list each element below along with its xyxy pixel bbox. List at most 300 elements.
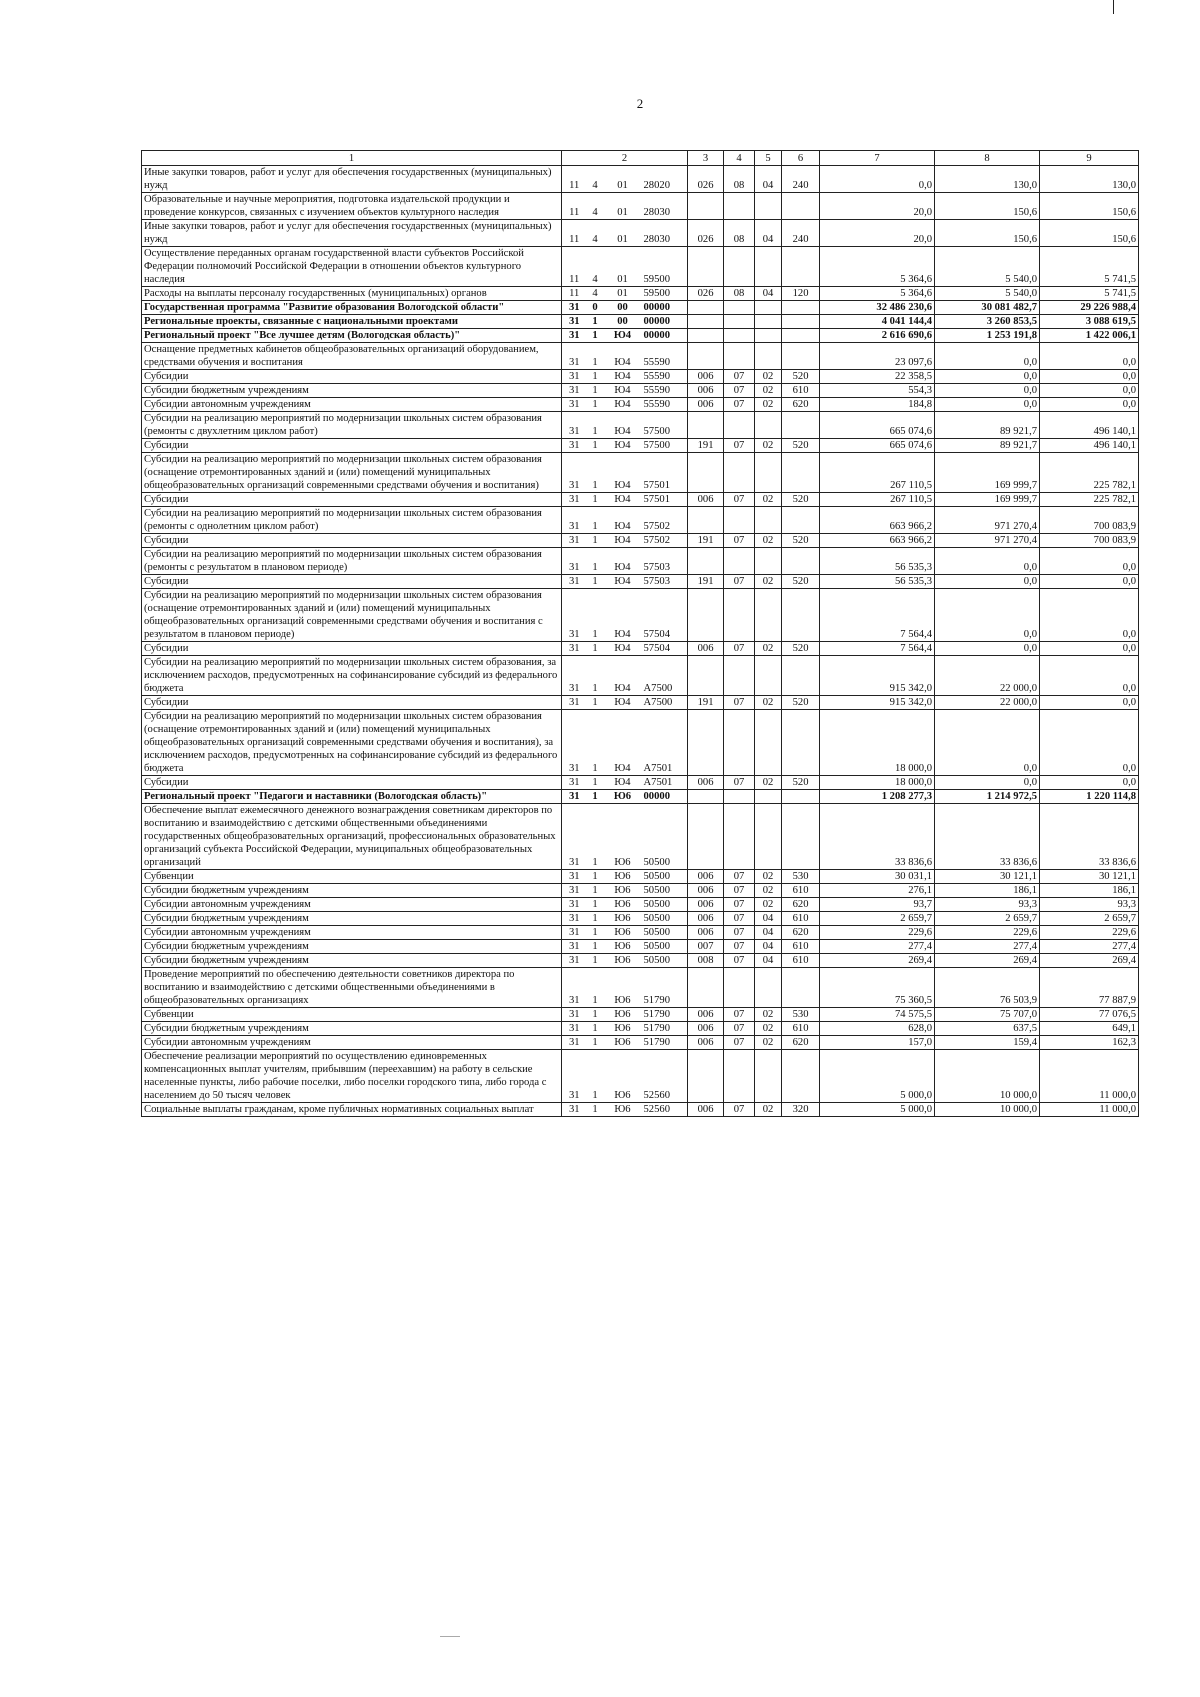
row-description: Осуществление переданных органам государственной власти субъектов Российской Федерации полномочий Российской Федерации в отношении объектов культурного наследия [142,247,562,287]
amount-year-1: 663 966,2 [820,534,935,548]
row-description: Образовательные и научные мероприятия, подготовка издательской продукции и проведение конкурсов, связанных с изучением объектов культурного наследия [142,193,562,220]
section-code: 08 [724,220,755,247]
section-code: 07 [724,898,755,912]
budget-table [141,150,1139,1117]
amount-year-3: 496 140,1 [1040,412,1139,439]
amount-year-1: 74 575,5 [820,1008,935,1022]
amount-year-1: 0,0 [820,166,935,193]
dept-code [688,247,724,287]
row-description: Субсидии на реализацию мероприятий по модернизации школьных систем образования (оснащение отремонтированных зданий и (или) помещений муниципальных общеобразовательных организаций современными средствами обучения и воспитания) [142,453,562,493]
row-description: Социальные выплаты гражданам, кроме публичных нормативных социальных выплат [142,1103,562,1117]
table-row [142,940,1139,954]
code-program: 31 [562,710,587,776]
dept-code [688,453,724,493]
code-subprogram: 1 [587,329,604,343]
dept-code [688,548,724,575]
amount-year-3: 77 076,5 [1040,1008,1139,1022]
table-row [142,493,1139,507]
dept-code: 026 [688,287,724,301]
code-program: 31 [562,398,587,412]
table-row [142,790,1139,804]
code-direction: 59500 [642,287,688,301]
code-subprogram: 1 [587,790,604,804]
code-program: 31 [562,301,587,315]
code-program: 11 [562,287,587,301]
amount-year-2: 150,6 [935,220,1040,247]
amount-year-1: 75 360,5 [820,968,935,1008]
code-program: 11 [562,166,587,193]
expense-type-code [782,193,820,220]
section-code: 08 [724,166,755,193]
table-row [142,247,1139,287]
scan-edge-mark [1113,0,1114,14]
code-direction: 28030 [642,193,688,220]
subsection-code: 02 [755,534,782,548]
table-row [142,412,1139,439]
subsection-code: 02 [755,1103,782,1117]
expense-type-code [782,968,820,1008]
code-subprogram: 1 [587,884,604,898]
expense-type-code [782,329,820,343]
subsection-code: 02 [755,642,782,656]
amount-year-1: 23 097,6 [820,343,935,370]
section-code: 07 [724,1103,755,1117]
code-direction: 55590 [642,343,688,370]
subsection-code: 04 [755,940,782,954]
amount-year-2: 0,0 [935,710,1040,776]
code-subprogram: 4 [587,247,604,287]
subsection-code [755,343,782,370]
dept-code: 191 [688,439,724,453]
amount-year-3: 0,0 [1040,548,1139,575]
code-subprogram: 1 [587,534,604,548]
code-program: 31 [562,412,587,439]
section-code [724,247,755,287]
code-direction: 57503 [642,575,688,589]
code-project: 01 [604,220,642,247]
subsection-code: 02 [755,384,782,398]
row-description: Обеспечение реализации мероприятий по осуществлению единовременных компенсационных выплат учителям, прибывшим (переехавшим) на работу в сельские населенные пункты, либо рабочие поселки, либо поселки городского типа, либо города с населением до 50 тысяч человек [142,1050,562,1103]
amount-year-3: 0,0 [1040,642,1139,656]
subsection-code [755,790,782,804]
amount-year-2: 971 270,4 [935,534,1040,548]
subsection-code [755,247,782,287]
amount-year-2: 30 081 482,7 [935,301,1040,315]
subsection-code [755,301,782,315]
code-program: 31 [562,384,587,398]
amount-year-2: 30 121,1 [935,870,1040,884]
expense-type-code: 240 [782,220,820,247]
expense-type-code: 610 [782,384,820,398]
code-program: 31 [562,884,587,898]
amount-year-3: 150,6 [1040,193,1139,220]
code-direction: 57500 [642,439,688,453]
code-direction: 59500 [642,247,688,287]
code-direction: 52560 [642,1050,688,1103]
code-project: Ю4 [604,329,642,343]
code-direction: 50500 [642,898,688,912]
table-row [142,589,1139,642]
amount-year-2: 0,0 [935,548,1040,575]
expense-type-code: 530 [782,1008,820,1022]
amount-year-2: 0,0 [935,589,1040,642]
section-code: 07 [724,940,755,954]
code-subprogram: 1 [587,575,604,589]
section-code [724,804,755,870]
amount-year-2: 130,0 [935,166,1040,193]
dept-code [688,412,724,439]
table-row [142,329,1139,343]
table-row [142,1022,1139,1036]
amount-year-1: 915 342,0 [820,656,935,696]
table-row [142,954,1139,968]
row-description: Региональные проекты, связанные с национальными проектами [142,315,562,329]
code-subprogram: 1 [587,439,604,453]
section-code: 07 [724,912,755,926]
amount-year-3: 0,0 [1040,776,1139,790]
amount-year-1: 7 564,4 [820,642,935,656]
code-direction: 50500 [642,912,688,926]
code-direction: 57501 [642,453,688,493]
amount-year-3: 3 088 619,5 [1040,315,1139,329]
amount-year-3: 0,0 [1040,343,1139,370]
amount-year-2: 1 253 191,8 [935,329,1040,343]
row-description: Субсидии бюджетным учреждениям [142,940,562,954]
code-project: Ю4 [604,439,642,453]
table-row [142,548,1139,575]
row-description: Субсидии на реализацию мероприятий по модернизации школьных систем образования, за исключением расходов, предусмотренных на софинансирование субсидий из федерального бюджета [142,656,562,696]
table-row [142,656,1139,696]
amount-year-1: 56 535,3 [820,548,935,575]
expense-type-code: 520 [782,493,820,507]
code-project: Ю6 [604,804,642,870]
row-description: Оснащение предметных кабинетов общеобразовательных организаций оборудованием, средствами обучения и воспитания [142,343,562,370]
expense-type-code: 240 [782,166,820,193]
amount-year-3: 269,4 [1040,954,1139,968]
amount-year-2: 89 921,7 [935,439,1040,453]
amount-year-3: 0,0 [1040,696,1139,710]
code-subprogram: 1 [587,1050,604,1103]
subsection-code: 04 [755,912,782,926]
code-project: Ю6 [604,926,642,940]
amount-year-3: 700 083,9 [1040,507,1139,534]
section-code: 07 [724,696,755,710]
code-program: 31 [562,589,587,642]
code-subprogram: 1 [587,507,604,534]
row-description: Субсидии [142,439,562,453]
amount-year-1: 5 364,6 [820,247,935,287]
amount-year-3: 0,0 [1040,710,1139,776]
amount-year-2: 89 921,7 [935,412,1040,439]
amount-year-2: 971 270,4 [935,507,1040,534]
code-project: 00 [604,315,642,329]
amount-year-3: 0,0 [1040,575,1139,589]
amount-year-3: 0,0 [1040,589,1139,642]
amount-year-1: 5 000,0 [820,1050,935,1103]
section-code: 07 [724,1008,755,1022]
amount-year-3: 225 782,1 [1040,493,1139,507]
code-subprogram: 1 [587,968,604,1008]
table-row [142,926,1139,940]
code-direction: 57504 [642,642,688,656]
amount-year-2: 1 214 972,5 [935,790,1040,804]
code-subprogram: 1 [587,493,604,507]
code-subprogram: 1 [587,926,604,940]
dept-code: 006 [688,926,724,940]
expense-type-code [782,656,820,696]
amount-year-1: 229,6 [820,926,935,940]
amount-year-2: 0,0 [935,370,1040,384]
subsection-code: 02 [755,439,782,453]
amount-year-1: 276,1 [820,884,935,898]
amount-year-1: 20,0 [820,220,935,247]
code-program: 31 [562,804,587,870]
dept-code: 006 [688,1036,724,1050]
code-program: 11 [562,220,587,247]
row-description: Субсидии [142,642,562,656]
amount-year-2: 637,5 [935,1022,1040,1036]
table-row [142,912,1139,926]
code-program: 31 [562,439,587,453]
row-description: Субвенции [142,1008,562,1022]
expense-type-code: 520 [782,575,820,589]
amount-year-3: 277,4 [1040,940,1139,954]
expense-type-code: 520 [782,776,820,790]
row-description: Субсидии бюджетным учреждениям [142,954,562,968]
table-row [142,534,1139,548]
section-code [724,315,755,329]
amount-year-1: 184,8 [820,398,935,412]
dept-code: 191 [688,696,724,710]
row-description: Субсидии [142,776,562,790]
section-code: 07 [724,954,755,968]
section-code [724,301,755,315]
code-project: Ю6 [604,1050,642,1103]
code-subprogram: 1 [587,870,604,884]
dept-code [688,790,724,804]
section-code: 08 [724,287,755,301]
amount-year-1: 554,3 [820,384,935,398]
table-row [142,343,1139,370]
expense-type-code [782,507,820,534]
row-description: Субсидии на реализацию мероприятий по модернизации школьных систем образования (ремонты с двухлетним циклом работ) [142,412,562,439]
amount-year-3: 11 000,0 [1040,1103,1139,1117]
code-project: Ю4 [604,642,642,656]
section-code: 07 [724,642,755,656]
amount-year-2: 186,1 [935,884,1040,898]
code-program: 31 [562,493,587,507]
section-code: 07 [724,398,755,412]
code-project: Ю4 [604,370,642,384]
subsection-code [755,710,782,776]
expense-type-code: 610 [782,954,820,968]
table-row [142,710,1139,776]
table-row [142,507,1139,534]
table-row [142,398,1139,412]
code-subprogram: 1 [587,804,604,870]
code-program: 31 [562,790,587,804]
amount-year-3: 130,0 [1040,166,1139,193]
subsection-code: 02 [755,493,782,507]
code-program: 31 [562,315,587,329]
amount-year-2: 22 000,0 [935,656,1040,696]
row-description: Субсидии [142,534,562,548]
amount-year-1: 267 110,5 [820,453,935,493]
code-subprogram: 1 [587,656,604,696]
code-direction: 57500 [642,412,688,439]
expense-type-code [782,315,820,329]
code-subprogram: 1 [587,412,604,439]
code-project: Ю4 [604,453,642,493]
code-program: 31 [562,534,587,548]
amount-year-2: 3 260 853,5 [935,315,1040,329]
amount-year-1: 18 000,0 [820,710,935,776]
subsection-code [755,968,782,1008]
dept-code [688,710,724,776]
code-subprogram: 4 [587,220,604,247]
dept-code: 006 [688,398,724,412]
code-program: 31 [562,696,587,710]
amount-year-1: 20,0 [820,193,935,220]
code-program: 31 [562,898,587,912]
subsection-code: 02 [755,1036,782,1050]
row-description: Иные закупки товаров, работ и услуг для обеспечения государственных (муниципальных) нужд [142,220,562,247]
subsection-code: 02 [755,870,782,884]
code-subprogram: 1 [587,384,604,398]
table-row [142,1050,1139,1103]
code-project: 00 [604,301,642,315]
code-direction: 57501 [642,493,688,507]
expense-type-code [782,412,820,439]
code-program: 31 [562,453,587,493]
amount-year-1: 22 358,5 [820,370,935,384]
amount-year-1: 56 535,3 [820,575,935,589]
amount-year-2: 2 659,7 [935,912,1040,926]
dept-code: 191 [688,534,724,548]
code-direction: 50500 [642,940,688,954]
section-code: 07 [724,776,755,790]
code-project: Ю4 [604,398,642,412]
amount-year-2: 93,3 [935,898,1040,912]
dept-code: 007 [688,940,724,954]
section-code [724,710,755,776]
section-code: 07 [724,439,755,453]
table-row [142,1036,1139,1050]
amount-year-1: 277,4 [820,940,935,954]
code-project: Ю6 [604,968,642,1008]
subsection-code [755,656,782,696]
amount-year-1: 663 966,2 [820,507,935,534]
amount-year-1: 7 564,4 [820,589,935,642]
subsection-code [755,1050,782,1103]
code-project: Ю6 [604,1036,642,1050]
dept-code [688,329,724,343]
code-subprogram: 1 [587,548,604,575]
code-direction: 00000 [642,301,688,315]
code-project: Ю4 [604,534,642,548]
code-project: 01 [604,193,642,220]
code-subprogram: 4 [587,193,604,220]
code-program: 31 [562,870,587,884]
amount-year-2: 159,4 [935,1036,1040,1050]
code-direction: 50500 [642,804,688,870]
section-code: 07 [724,1036,755,1050]
expense-type-code [782,548,820,575]
expense-type-code: 610 [782,884,820,898]
table-row [142,696,1139,710]
amount-year-3: 700 083,9 [1040,534,1139,548]
code-project: Ю4 [604,776,642,790]
dept-code: 006 [688,884,724,898]
table-row [142,898,1139,912]
row-description: Субсидии бюджетным учреждениям [142,1022,562,1036]
dept-code: 006 [688,1022,724,1036]
row-description: Субсидии на реализацию мероприятий по модернизации школьных систем образования (ремонты с однолетним циклом работ) [142,507,562,534]
row-description: Субсидии на реализацию мероприятий по модернизации школьных систем образования (ремонты с результатом в плановом периоде) [142,548,562,575]
row-description: Субсидии [142,370,562,384]
code-program: 31 [562,912,587,926]
code-subprogram: 0 [587,301,604,315]
code-project: Ю4 [604,575,642,589]
code-project: Ю4 [604,384,642,398]
section-code: 07 [724,1022,755,1036]
amount-year-3: 229,6 [1040,926,1139,940]
code-program: 31 [562,776,587,790]
amount-year-2: 0,0 [935,776,1040,790]
dept-code [688,656,724,696]
row-description: Расходы на выплаты персоналу государственных (муниципальных) органов [142,287,562,301]
code-project: Ю4 [604,589,642,642]
dept-code: 006 [688,370,724,384]
code-subprogram: 1 [587,453,604,493]
expense-type-code: 520 [782,370,820,384]
table-row [142,870,1139,884]
code-direction: 52560 [642,1103,688,1117]
code-program: 31 [562,343,587,370]
expense-type-code [782,1050,820,1103]
subsection-code [755,329,782,343]
expense-type-code [782,804,820,870]
row-description: Субсидии автономным учреждениям [142,926,562,940]
code-program: 31 [562,968,587,1008]
row-description: Субсидии автономным учреждениям [142,898,562,912]
subsection-code [755,453,782,493]
row-description: Региональный проект "Педагоги и наставники (Вологодская область)" [142,790,562,804]
code-direction: 57504 [642,589,688,642]
code-direction: 57502 [642,507,688,534]
code-program: 31 [562,575,587,589]
code-direction: 50500 [642,926,688,940]
header-cell: 9 [1040,151,1139,166]
amount-year-3: 5 741,5 [1040,287,1139,301]
expense-type-code: 620 [782,1036,820,1050]
code-direction: А7501 [642,776,688,790]
code-project: Ю6 [604,884,642,898]
code-project: Ю6 [604,1008,642,1022]
code-program: 31 [562,656,587,696]
dept-code: 006 [688,642,724,656]
code-project: Ю4 [604,412,642,439]
expense-type-code [782,710,820,776]
subsection-code: 02 [755,696,782,710]
code-project: Ю4 [604,507,642,534]
amount-year-3: 0,0 [1040,384,1139,398]
dept-code [688,1050,724,1103]
header-cell: 1 [142,151,562,166]
amount-year-2: 269,4 [935,954,1040,968]
code-project: Ю4 [604,696,642,710]
section-code [724,656,755,696]
